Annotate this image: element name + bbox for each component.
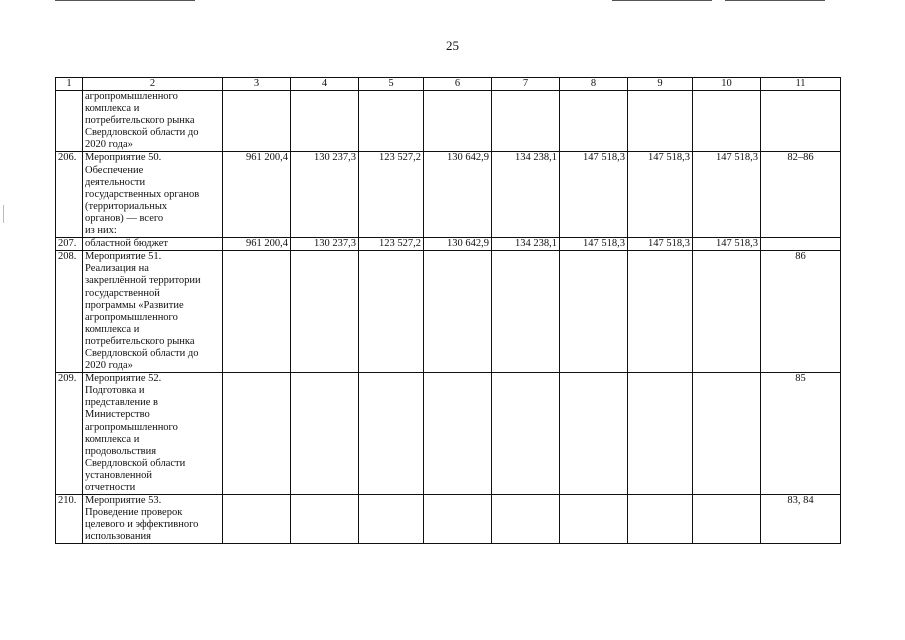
- value-cell: [223, 91, 291, 152]
- top-rule-right: [612, 0, 712, 1]
- row-name-line: закреплённой территории: [85, 275, 201, 287]
- value-cell: [492, 373, 560, 495]
- row-name-line: Свердловской области до: [85, 127, 199, 139]
- row-number: 209.: [56, 373, 83, 495]
- row-name-line: Мероприятие 50.: [85, 152, 162, 164]
- row-name-line: агропромышленного: [85, 311, 178, 323]
- value-cell: [424, 495, 492, 544]
- row-name-line: комплекса и: [85, 323, 140, 335]
- row-name-line: Проведение проверок: [85, 507, 183, 519]
- budget-table: [55, 77, 841, 544]
- column-header: 6: [424, 78, 492, 91]
- row-name-line: агропромышленного: [85, 91, 178, 102]
- value-cell: [628, 495, 693, 544]
- edge-mark: [3, 205, 4, 223]
- row-name: [83, 152, 223, 238]
- value-cell: 147 518,3: [693, 152, 761, 238]
- row-number: 208.: [56, 251, 83, 373]
- target-ref-cell: 86: [761, 251, 841, 373]
- row-name: [83, 251, 223, 373]
- row-name: [83, 91, 223, 152]
- value-cell: [560, 91, 628, 152]
- row-name-line: потребительского рынка: [85, 115, 195, 127]
- column-header: 2: [83, 78, 223, 91]
- row-name-line: государственной: [85, 287, 160, 299]
- row-name-line: 2020 года»: [85, 360, 133, 372]
- table-row: [56, 238, 841, 251]
- value-cell: [359, 495, 424, 544]
- table-row: [56, 373, 841, 495]
- value-cell: 130 237,3: [291, 152, 359, 238]
- row-name-line: программы «Развитие: [85, 299, 184, 311]
- row-name-line: (территориальных: [85, 200, 168, 212]
- value-cell: [492, 91, 560, 152]
- value-cell: 123 527,2: [359, 238, 424, 251]
- row-number: 210.: [56, 495, 83, 544]
- row-name-line: из них:: [85, 225, 117, 237]
- column-header: 5: [359, 78, 424, 91]
- row-name: [83, 373, 223, 495]
- value-cell: [492, 251, 560, 373]
- value-cell: [693, 91, 761, 152]
- table-row: [56, 495, 841, 544]
- value-cell: [291, 373, 359, 495]
- value-cell: 134 238,1: [492, 238, 560, 251]
- row-name-line: агропромышленного: [85, 421, 178, 433]
- row-name-line: Реализация на: [85, 263, 149, 275]
- value-cell: [628, 91, 693, 152]
- value-cell: [223, 373, 291, 495]
- row-name-line: Подготовка и: [85, 385, 145, 397]
- row-name-line: Мероприятие 53.: [85, 495, 162, 507]
- row-name: [83, 238, 223, 251]
- value-cell: [628, 251, 693, 373]
- value-cell: [291, 91, 359, 152]
- row-name-line: комплекса и: [85, 433, 140, 445]
- value-cell: [223, 495, 291, 544]
- page-number: 25: [446, 38, 459, 53]
- row-name-line: комплекса и: [85, 103, 140, 115]
- column-header: 3: [223, 78, 291, 91]
- row-number: [56, 91, 83, 152]
- value-cell: [560, 251, 628, 373]
- row-number: 207.: [56, 238, 83, 251]
- value-cell: 147 518,3: [693, 238, 761, 251]
- row-name-line: Министерство: [85, 409, 150, 421]
- value-cell: [492, 495, 560, 544]
- value-cell: 961 200,4: [223, 238, 291, 251]
- column-header: 11: [761, 78, 841, 91]
- value-cell: [560, 373, 628, 495]
- value-cell: 147 518,3: [628, 238, 693, 251]
- row-name-line: Мероприятие 51.: [85, 251, 162, 263]
- top-rule-left: [55, 0, 195, 1]
- value-cell: 961 200,4: [223, 152, 291, 238]
- value-cell: [359, 373, 424, 495]
- header-row: [56, 78, 841, 91]
- row-name-line: 2020 года»: [85, 139, 133, 151]
- value-cell: [223, 251, 291, 373]
- row-name-line: отчетности: [85, 482, 136, 493]
- value-cell: [693, 251, 761, 373]
- value-cell: 134 238,1: [492, 152, 560, 238]
- column-header: 10: [693, 78, 761, 91]
- value-cell: [628, 373, 693, 495]
- value-cell: [693, 373, 761, 495]
- value-cell: [424, 251, 492, 373]
- row-name-line: государственных органов: [85, 188, 200, 200]
- column-header: 7: [492, 78, 560, 91]
- row-number: 206.: [56, 152, 83, 238]
- table-row: [56, 152, 841, 238]
- value-cell: 147 518,3: [628, 152, 693, 238]
- row-name-line: областной бюджет: [85, 238, 168, 250]
- row-name-line: Свердловской области: [85, 457, 186, 469]
- row-name-line: Обеспечение: [85, 164, 144, 176]
- row-name-line: Мероприятие 52.: [85, 373, 162, 385]
- column-header: 1: [56, 78, 83, 91]
- value-cell: 123 527,2: [359, 152, 424, 238]
- column-header: 4: [291, 78, 359, 91]
- row-name: [83, 495, 223, 544]
- value-cell: 147 518,3: [560, 152, 628, 238]
- table-row: [56, 91, 841, 152]
- row-name-line: использования: [85, 531, 151, 543]
- value-cell: [359, 251, 424, 373]
- target-ref-cell: [761, 91, 841, 152]
- row-name-line: целевого и эффективного: [85, 519, 199, 531]
- value-cell: [693, 495, 761, 544]
- row-name-line: представление в: [85, 397, 158, 409]
- value-cell: [560, 495, 628, 544]
- row-name-line: продовольствия: [85, 445, 157, 457]
- column-header: 8: [560, 78, 628, 91]
- value-cell: [424, 91, 492, 152]
- row-name-line: потребительского рынка: [85, 335, 195, 347]
- value-cell: [291, 495, 359, 544]
- value-cell: 130 642,9: [424, 238, 492, 251]
- value-cell: 147 518,3: [560, 238, 628, 251]
- row-name-line: установленной: [85, 469, 152, 481]
- table-row: [56, 251, 841, 373]
- top-rule-right-end: [725, 0, 825, 1]
- column-header: 9: [628, 78, 693, 91]
- target-ref-cell: [761, 238, 841, 251]
- row-name-line: Свердловской области до: [85, 347, 199, 359]
- value-cell: [291, 251, 359, 373]
- target-ref-cell: 85: [761, 373, 841, 495]
- value-cell: [424, 373, 492, 495]
- row-name-line: органов) — всего: [85, 212, 164, 224]
- value-cell: [359, 91, 424, 152]
- target-ref-cell: 82–86: [761, 152, 841, 238]
- row-name-line: деятельности: [85, 176, 146, 188]
- value-cell: 130 642,9: [424, 152, 492, 238]
- value-cell: 130 237,3: [291, 238, 359, 251]
- target-ref-cell: 83, 84: [761, 495, 841, 544]
